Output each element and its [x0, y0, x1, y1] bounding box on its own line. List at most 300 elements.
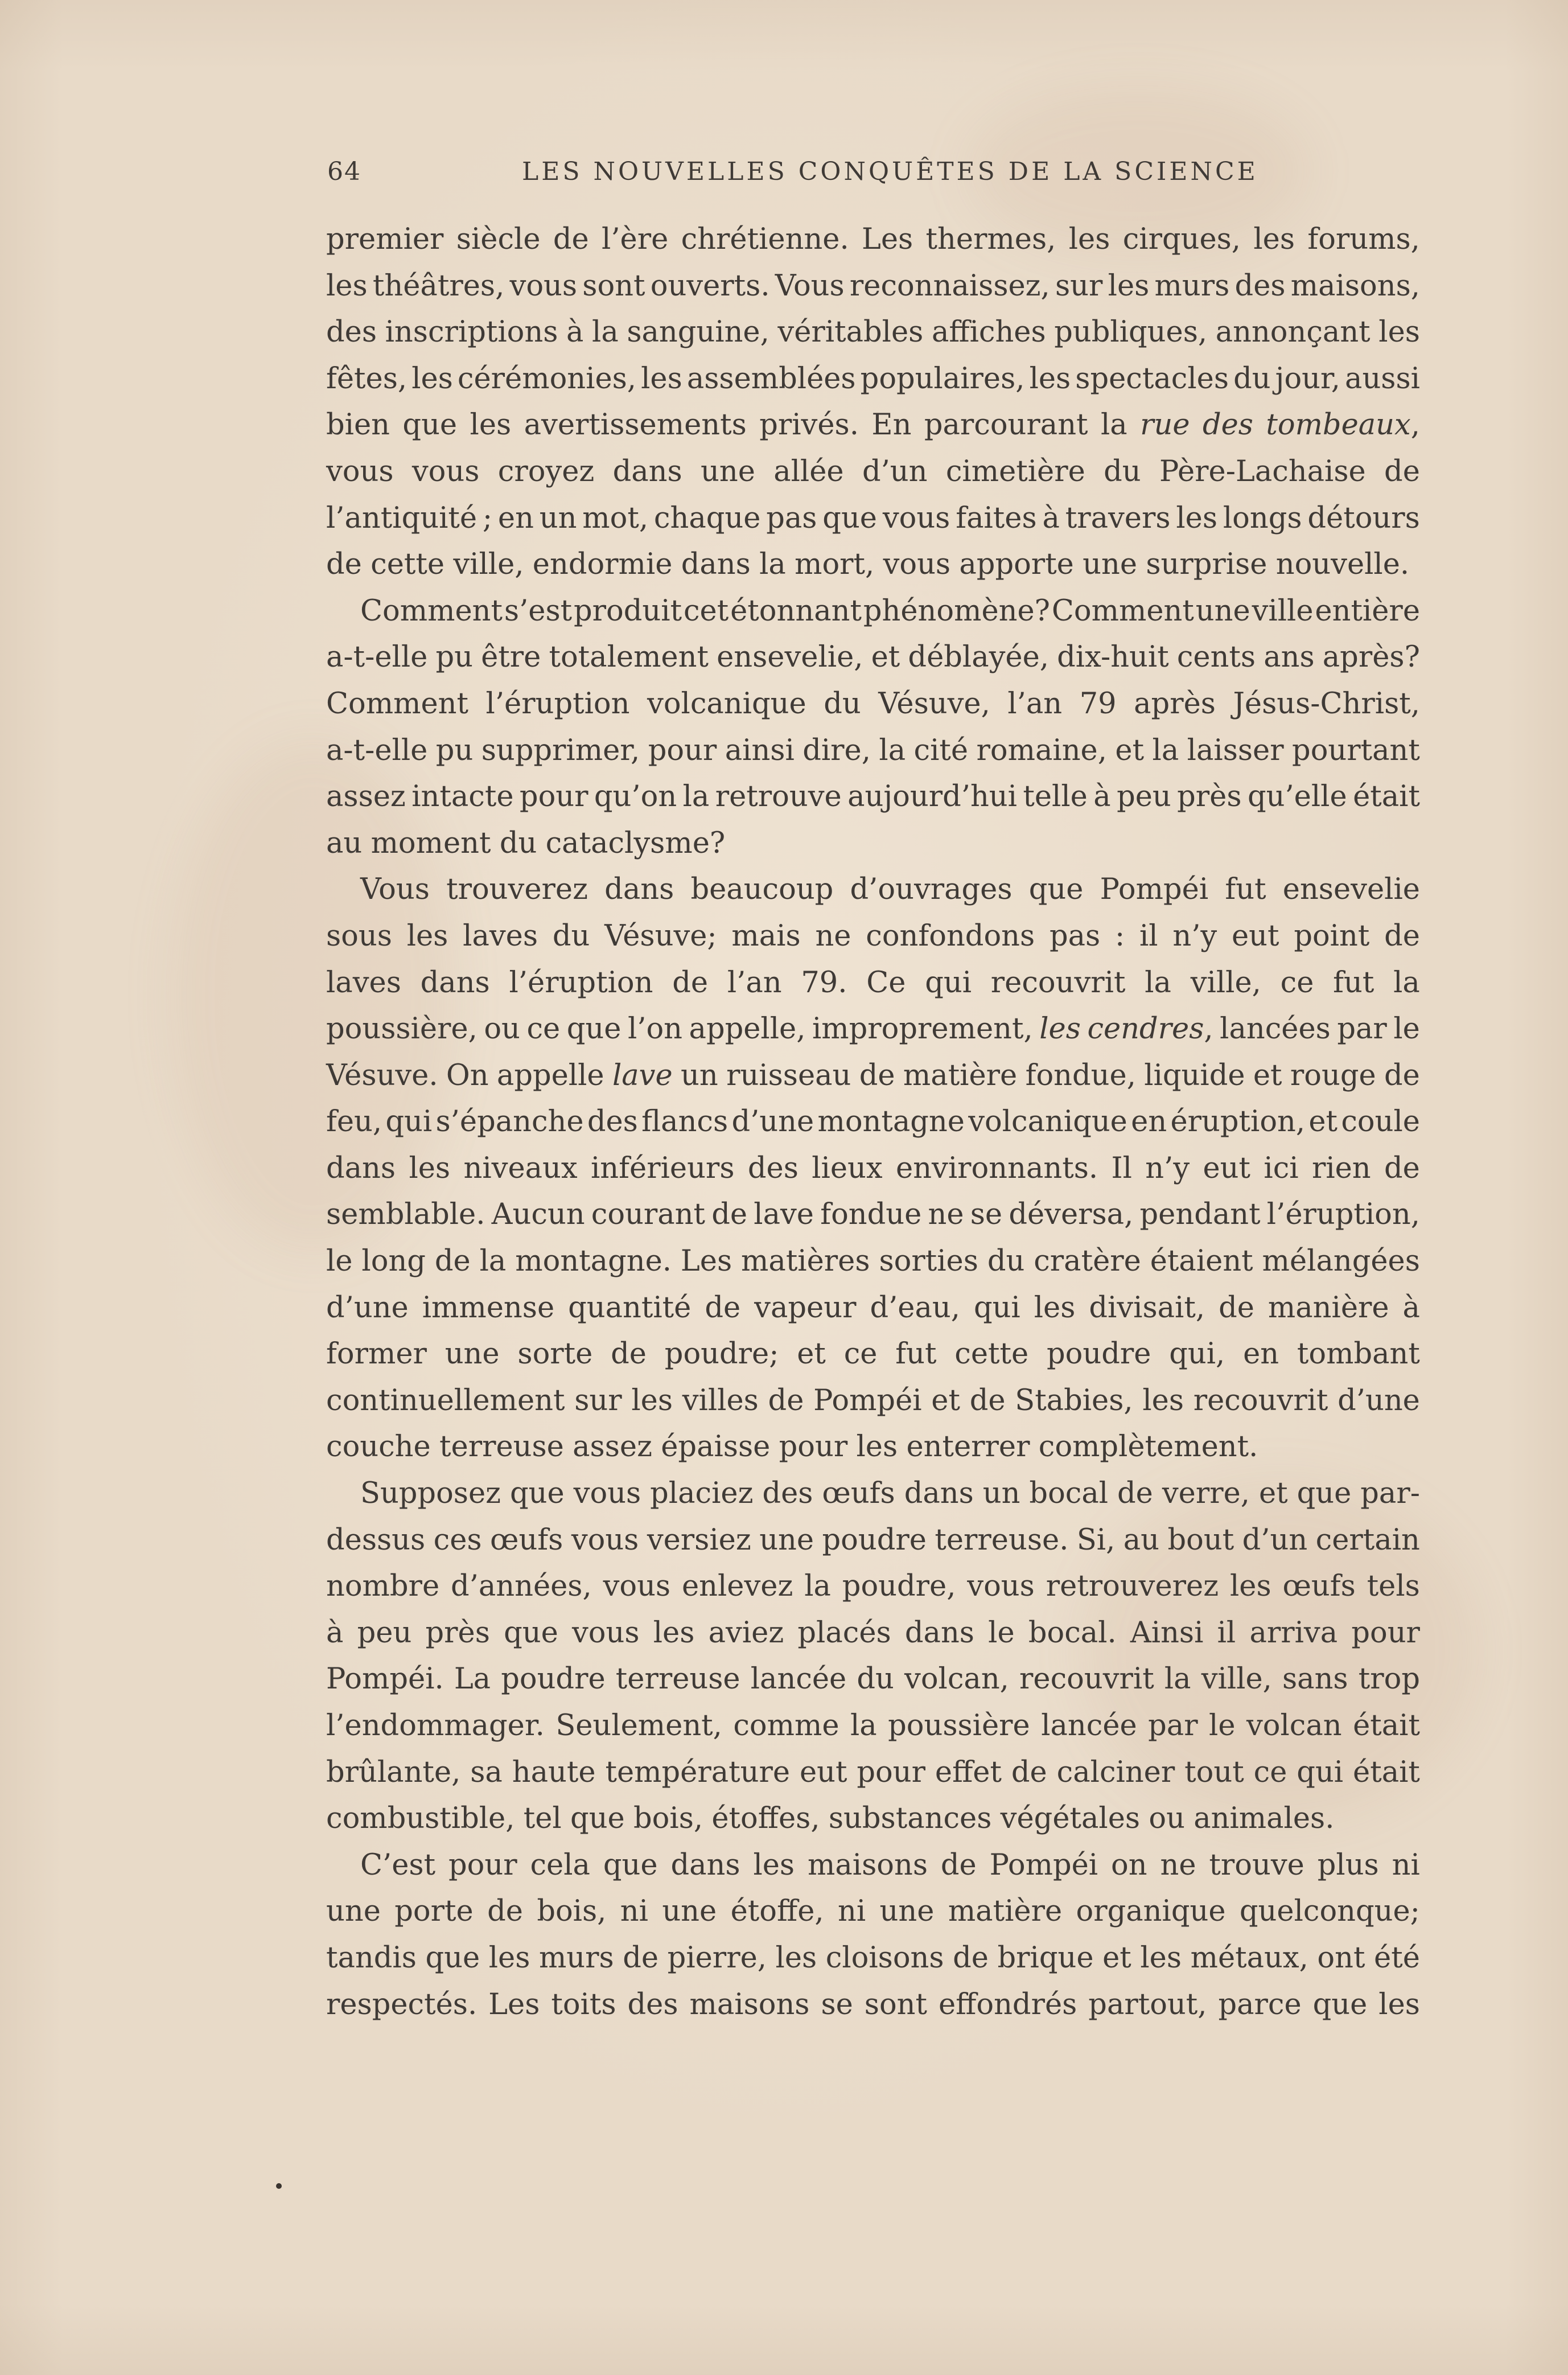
word: animales.: [1194, 1802, 1335, 1836]
word: l’éruption: [509, 965, 653, 1000]
word: dire,: [802, 733, 871, 767]
text-line: [326, 1378, 1420, 1424]
word: volcan: [1246, 1709, 1342, 1743]
word: ne: [1160, 1848, 1196, 1882]
word: pour: [448, 1848, 517, 1882]
word: privés.: [759, 408, 859, 442]
word: point: [1294, 919, 1370, 953]
word: tel: [523, 1802, 562, 1836]
word: recouvrit: [990, 965, 1126, 1000]
word: bocal: [1029, 1477, 1109, 1511]
word: faites: [956, 501, 1037, 535]
word: la: [1145, 965, 1171, 1000]
word: ne: [928, 1198, 964, 1232]
word: les: [1253, 223, 1295, 256]
word: trop: [1358, 1662, 1420, 1696]
word: Les: [680, 1244, 732, 1279]
word: verre,: [1162, 1477, 1250, 1511]
word: d’ouvrages: [850, 873, 1013, 907]
word: au: [326, 826, 363, 860]
word: haute: [512, 1755, 596, 1789]
word: ni: [1392, 1848, 1420, 1882]
word: vous: [883, 548, 951, 582]
word: cataclysme?: [545, 826, 726, 860]
word: terreuse.: [935, 1523, 1069, 1557]
word: métaux,: [1190, 1941, 1308, 1975]
word: cet: [683, 594, 729, 628]
word: ou: [484, 1012, 520, 1046]
word: les: [1068, 223, 1110, 256]
word: ans: [1264, 640, 1315, 675]
word: peu: [1117, 780, 1171, 814]
word: effet: [935, 1755, 1002, 1789]
text-line: [326, 1285, 1420, 1332]
word: eut: [1203, 1151, 1251, 1185]
word: assez: [326, 780, 406, 814]
text-line: [326, 1424, 1420, 1470]
word: de: [969, 1383, 1006, 1417]
word: près: [1177, 780, 1242, 814]
word: reconnaissez,: [849, 269, 1050, 303]
word: que: [1028, 873, 1084, 907]
word: endormie: [532, 548, 673, 582]
word: a-t-elle: [326, 733, 428, 767]
word: beaucoup: [690, 873, 834, 907]
word: ville: [1252, 594, 1314, 628]
word: murs: [538, 1941, 614, 1975]
word: effondrés: [938, 1987, 1077, 2021]
word: de: [1384, 919, 1420, 953]
word: de: [326, 548, 362, 582]
word: maisons,: [1290, 269, 1420, 303]
word: théâtres,: [372, 269, 505, 303]
word: comme: [733, 1709, 839, 1743]
word: une: [879, 1895, 935, 1929]
word: de: [705, 1291, 741, 1325]
word: pendant: [1139, 1198, 1261, 1232]
text-line: [326, 820, 1420, 867]
word: des: [326, 315, 377, 350]
word: Ainsi: [1130, 1616, 1204, 1650]
word: sur: [1055, 269, 1103, 303]
word: les: [1140, 1941, 1182, 1975]
word: la: [879, 733, 906, 767]
word: après?: [1322, 640, 1420, 675]
word: qui,: [1169, 1337, 1225, 1371]
word: les: [1378, 315, 1420, 350]
word: Vésuve;: [604, 919, 717, 953]
word: en: [497, 501, 534, 535]
word: entière: [1315, 594, 1420, 628]
word: Les: [861, 223, 913, 256]
word: de: [940, 1848, 977, 1882]
text-line: [326, 1331, 1420, 1378]
word: de: [434, 1244, 471, 1279]
word: spectacles: [1075, 361, 1229, 396]
word: sanguine,: [627, 315, 769, 350]
word: était: [1353, 1709, 1420, 1743]
word: poudre: [822, 1523, 927, 1557]
word: de: [1384, 454, 1420, 488]
italic-word: rue: [1140, 408, 1190, 442]
word: montagne.: [515, 1244, 672, 1279]
word: du: [1233, 361, 1271, 396]
word: d’une: [326, 1291, 409, 1325]
word: eut: [799, 1755, 847, 1789]
word: poudre: [1047, 1337, 1151, 1371]
word: certain: [1315, 1523, 1420, 1557]
word: cratère: [1034, 1244, 1141, 1279]
word: ce: [526, 1012, 561, 1046]
word: était: [1353, 780, 1420, 814]
word: les: [856, 1430, 898, 1464]
text-line: [326, 1006, 1420, 1053]
word: du: [987, 1244, 1025, 1279]
word: de: [768, 1383, 804, 1417]
word: feu,: [326, 1105, 382, 1139]
word: cette: [954, 1337, 1029, 1371]
word: du: [824, 687, 861, 721]
text-line: [326, 216, 1420, 263]
word: par: [1337, 1012, 1387, 1046]
word: improprement,: [812, 1012, 1033, 1046]
word: sur: [574, 1383, 622, 1417]
text-line: [326, 1191, 1420, 1238]
word: aussi: [1345, 361, 1420, 396]
text-line: [326, 1563, 1420, 1610]
word: de: [953, 1941, 989, 1975]
word: n’y: [1145, 1151, 1190, 1185]
word: de: [1117, 1477, 1153, 1511]
word: calciner: [1056, 1755, 1175, 1789]
word: dans: [904, 1477, 974, 1511]
word: laisser: [1187, 733, 1284, 767]
word: supprimer,: [481, 733, 640, 767]
word: enlevez: [681, 1569, 793, 1604]
word: volcanique: [968, 1105, 1127, 1139]
word: jour,: [1275, 361, 1340, 396]
word: maisons: [808, 1848, 928, 1882]
word: et: [1102, 1941, 1131, 1975]
word: étaient: [1150, 1244, 1253, 1279]
word: Ce: [866, 965, 906, 1000]
text-line: [326, 1842, 1420, 1889]
word: chrétienne.: [681, 223, 849, 256]
word: On: [446, 1058, 489, 1092]
word: cloisons: [825, 1941, 944, 1975]
word: murs: [1154, 269, 1230, 303]
word: retrouve: [715, 780, 842, 814]
word: inscriptions: [385, 315, 558, 350]
word: dans: [681, 548, 751, 582]
word: ont: [1317, 1941, 1365, 1975]
word: ce: [1280, 965, 1314, 1000]
word: appelle,: [689, 1012, 806, 1046]
word: apporte: [959, 548, 1074, 582]
word: ou: [1149, 1802, 1185, 1836]
word: à: [1093, 780, 1111, 814]
word: poussière: [888, 1709, 1030, 1743]
word: l’an: [1007, 687, 1063, 721]
word: volcanique: [647, 687, 806, 721]
word: poudre;: [664, 1337, 779, 1371]
word: à: [566, 315, 584, 350]
italic-word: des: [1202, 408, 1253, 442]
word: poudre: [501, 1662, 606, 1696]
word: Pompéi.: [326, 1662, 444, 1696]
word: vous: [882, 501, 950, 535]
word: long: [361, 1244, 426, 1279]
text-line: [326, 1470, 1420, 1517]
word: semblable.: [326, 1198, 485, 1232]
word: sorte: [517, 1337, 593, 1371]
word: lave: [754, 1198, 814, 1232]
word: Seulement,: [555, 1709, 722, 1743]
word: Aucun: [491, 1198, 585, 1232]
word: eut: [1232, 919, 1279, 953]
word: ville,: [1190, 965, 1261, 1000]
word: recouvrit: [1019, 1662, 1154, 1696]
text-line: [326, 634, 1420, 681]
word: ne: [815, 919, 851, 953]
word: vous: [571, 1523, 639, 1557]
word: que: [425, 1941, 480, 1975]
word: d’une: [731, 1105, 814, 1139]
italic-word: lave: [612, 1058, 673, 1092]
word: vous: [603, 1569, 671, 1604]
word: par: [1148, 1709, 1198, 1743]
word: phénomène?: [863, 594, 1050, 628]
word: les: [409, 1151, 451, 1185]
word: qui: [973, 1291, 1020, 1325]
word: des: [627, 1987, 678, 2021]
word: retrouverez: [1046, 1569, 1219, 1604]
word: le: [988, 1616, 1015, 1650]
word: on: [1111, 1848, 1147, 1882]
text-line: [326, 449, 1420, 495]
word: que: [504, 1616, 558, 1650]
word: une: [326, 1895, 381, 1929]
text-line: [326, 1099, 1420, 1145]
body-text: [326, 216, 1420, 2028]
word: sans: [1282, 1662, 1348, 1696]
word: un: [982, 1477, 1020, 1511]
word: vous: [509, 269, 578, 303]
word: cela: [530, 1848, 590, 1882]
word: que: [570, 1802, 625, 1836]
word: pour: [1351, 1616, 1420, 1650]
word: publiques,: [1054, 315, 1208, 350]
word: déversa,: [1009, 1198, 1134, 1232]
page-number: 64: [327, 157, 361, 186]
word: Supposez: [360, 1477, 501, 1511]
word: de: [711, 1198, 748, 1232]
text-line: [326, 774, 1420, 820]
word: du: [499, 826, 537, 860]
word: au: [1123, 1523, 1160, 1557]
word: romaine,: [976, 733, 1107, 767]
word: sa: [470, 1755, 503, 1789]
word: En: [871, 408, 912, 442]
word: volcan,: [904, 1662, 1009, 1696]
word: cents: [1176, 640, 1256, 675]
word: il: [1217, 1616, 1236, 1650]
word: les: [1029, 361, 1071, 396]
word: que: [603, 1848, 658, 1882]
word: confondons: [866, 919, 1035, 953]
word: les: [1229, 1569, 1271, 1604]
word: les: [1034, 1291, 1076, 1325]
word: d’un: [862, 454, 928, 488]
word: Vésuve,: [878, 687, 990, 721]
word: quantité: [568, 1291, 692, 1325]
text-line: [326, 263, 1420, 310]
word: annonçant: [1215, 315, 1371, 350]
word: de: [1384, 1151, 1420, 1185]
word: laves: [326, 965, 401, 1000]
word: d’années,: [450, 1569, 592, 1604]
word: été: [1374, 1941, 1420, 1975]
word: enterrer: [906, 1430, 1030, 1464]
word: longs: [1223, 501, 1302, 535]
text-line: [326, 495, 1420, 542]
word: de: [487, 1895, 523, 1929]
word: de: [1384, 1058, 1420, 1092]
word: que: [822, 501, 877, 535]
word: ville,: [1201, 1662, 1272, 1696]
word: dix-huit: [1057, 640, 1169, 675]
word: vous: [571, 1616, 640, 1650]
word: les: [1142, 1383, 1184, 1417]
text-line: [326, 1053, 1420, 1099]
word: bien: [326, 408, 390, 442]
word: tout: [1184, 1755, 1244, 1789]
word: siècle: [456, 223, 541, 256]
word: les: [1176, 501, 1218, 535]
word: maisons: [689, 1987, 810, 2021]
word: une: [1083, 548, 1138, 582]
word: Vésuve.: [326, 1058, 438, 1092]
word: les: [470, 408, 512, 442]
word: immense: [422, 1291, 555, 1325]
word: à: [1042, 501, 1060, 535]
text-line: [326, 1888, 1420, 1935]
word: sorties: [879, 1244, 978, 1279]
word: cité: [913, 733, 969, 767]
word: que: [509, 1477, 565, 1511]
word: les: [631, 1383, 673, 1417]
word: le: [1393, 1012, 1420, 1046]
word: pourtant: [1292, 733, 1420, 767]
word: brique: [997, 1941, 1094, 1975]
word: qui: [1297, 1755, 1344, 1789]
text-line: [326, 913, 1420, 960]
word: manière: [1267, 1291, 1389, 1325]
text-line: [326, 866, 1420, 913]
word: lieux: [812, 1151, 883, 1185]
word: Père-Lachaise: [1159, 454, 1366, 488]
word: œufs: [490, 1523, 563, 1557]
word: flancs: [641, 1105, 729, 1139]
word: allée: [773, 454, 844, 488]
word: être: [481, 640, 541, 675]
word: et: [797, 1337, 826, 1371]
word: les: [653, 1616, 695, 1650]
word: ensevelie,: [717, 640, 863, 675]
word: à: [1402, 1291, 1420, 1325]
word: vous: [411, 454, 480, 488]
word: Comment: [326, 687, 468, 721]
word: ni: [620, 1895, 648, 1929]
italic-word: les: [1039, 1012, 1081, 1046]
text-line: [326, 1145, 1420, 1192]
word: mélangées: [1262, 1244, 1420, 1279]
word: mort,: [795, 548, 875, 582]
word: la: [850, 1709, 877, 1743]
word: une: [759, 1523, 814, 1557]
word: qu’elle: [1247, 780, 1347, 814]
word: complètement.: [1038, 1430, 1258, 1464]
word: vous: [326, 454, 394, 488]
word: par-: [1360, 1477, 1420, 1511]
word: organique: [1076, 1895, 1226, 1929]
word: œufs: [822, 1477, 895, 1511]
word: forums,: [1307, 223, 1420, 256]
word: ainsi: [725, 733, 795, 767]
word: bois,: [633, 1802, 703, 1836]
word: dans: [420, 965, 490, 1000]
word: la: [1164, 1662, 1191, 1696]
word: que: [1297, 1477, 1352, 1511]
text-line: [326, 1610, 1420, 1657]
word: brûlante,: [326, 1755, 461, 1789]
word: une: [701, 454, 755, 488]
word: étonnant: [730, 594, 862, 628]
italic-word: tombeaux,: [1266, 408, 1420, 442]
word: liquide: [1144, 1058, 1245, 1092]
word: et: [871, 640, 900, 675]
word: inférieurs: [591, 1151, 735, 1185]
text-line: [326, 960, 1420, 1006]
word: température: [605, 1755, 791, 1789]
text-line: [326, 309, 1420, 356]
word: du: [1104, 454, 1141, 488]
word: un: [681, 1058, 718, 1092]
word: vous: [967, 1569, 1035, 1604]
word: lancée: [750, 1662, 847, 1696]
word: Les: [488, 1987, 540, 2021]
word: épaisse: [661, 1430, 771, 1464]
word: Stabies,: [1015, 1383, 1133, 1417]
word: un: [539, 501, 577, 535]
word: matière: [948, 1895, 1063, 1929]
word: arriva: [1249, 1616, 1338, 1650]
word: œufs: [1282, 1569, 1356, 1604]
word: la: [592, 315, 619, 350]
word: moment: [371, 826, 491, 860]
word: montagne: [817, 1105, 965, 1139]
word: la: [1100, 408, 1127, 442]
word: peu: [357, 1616, 412, 1650]
word: 79: [1079, 687, 1117, 721]
word: Pompéi: [1100, 873, 1209, 907]
word: terreuse: [439, 1430, 564, 1464]
word: dans: [326, 1151, 396, 1185]
word: d’eau,: [870, 1291, 960, 1325]
word: vapeur: [754, 1291, 857, 1325]
word: versiez: [647, 1523, 751, 1557]
word: les: [326, 269, 368, 303]
